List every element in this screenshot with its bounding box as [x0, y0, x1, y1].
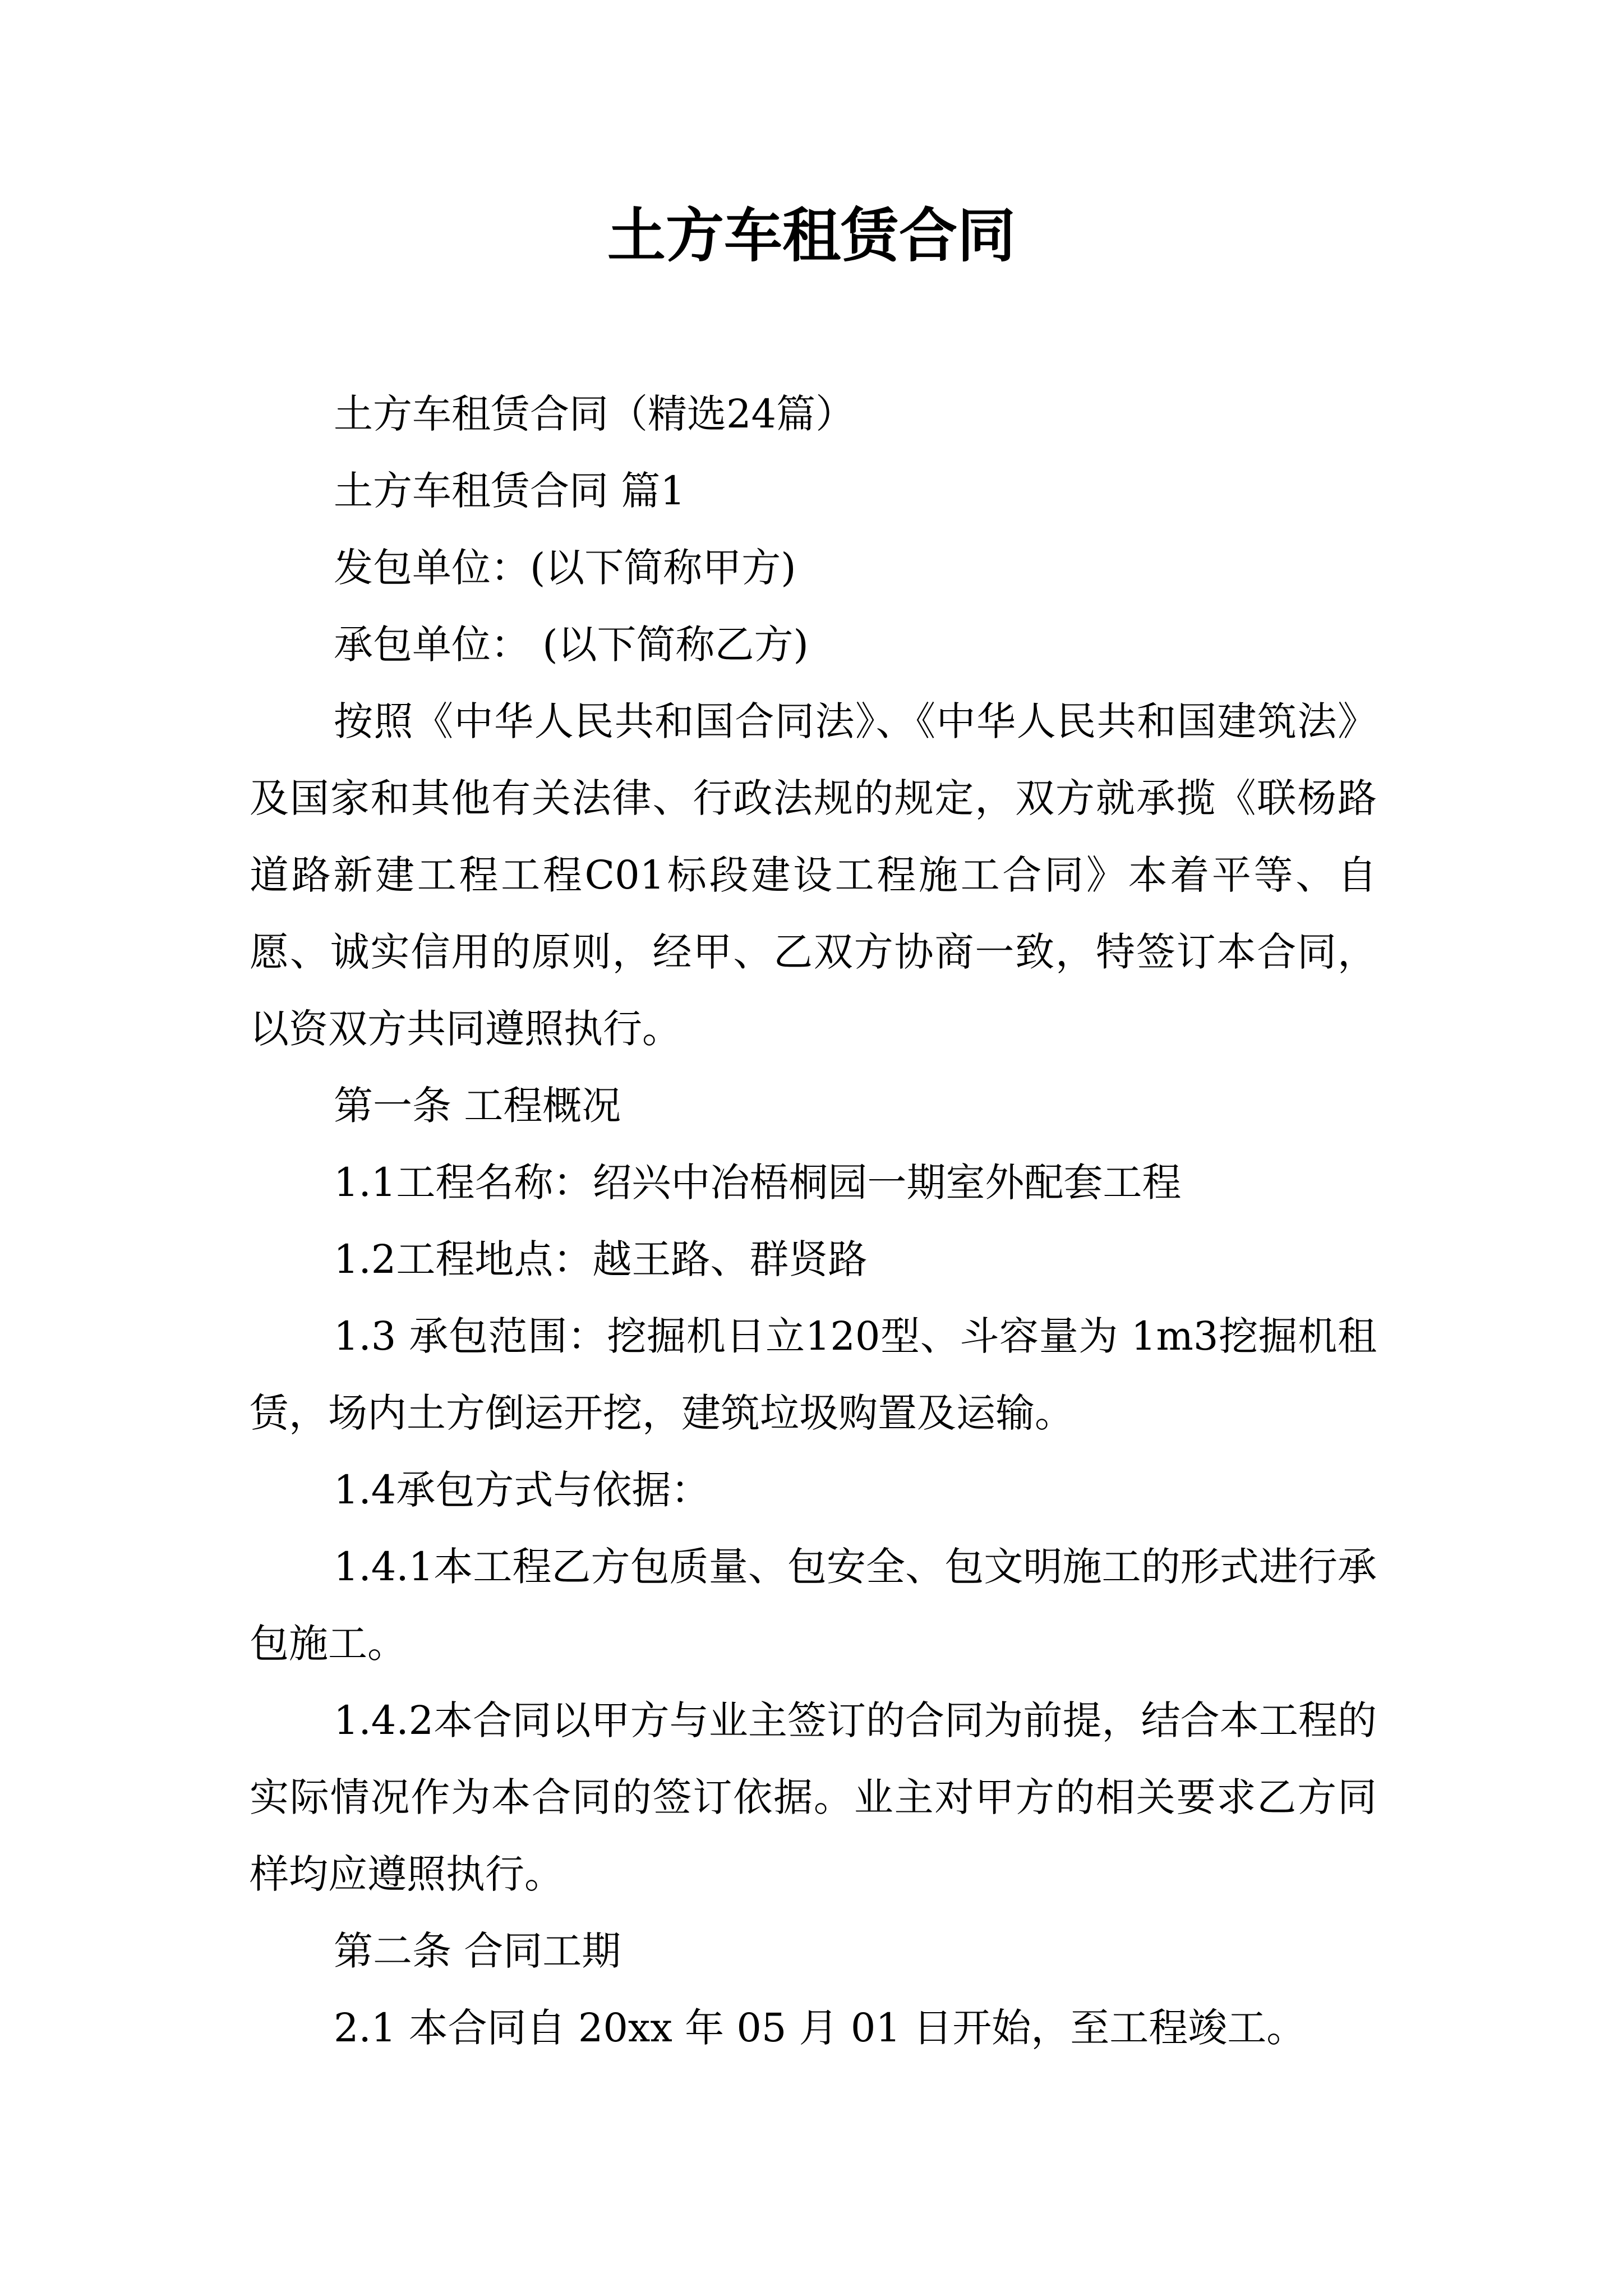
document-title: 土方车租赁合同 [607, 201, 1016, 270]
paragraph: 1.2工程地点：越王路、群贤路 [334, 1236, 868, 1282]
paragraph: 2.1 本合同自 20xx 年 05 月 01 日开始，至工程竣工。 [334, 2005, 1306, 2051]
paragraph: 1.3 承包范围：挖掘机日立120型、斗容量为 1m3挖掘机租赁，场内土方倒运开挖，建筑垃圾购置及运输。 [250, 1313, 1377, 1436]
paragraph: 按照《中华人民共和国合同法》、《中华人民共和国建筑法》及国家和其他有关法律、行政法规的规定，双方就承揽《联杨路道路新建工程工程C01标段建设工程施工合同》本着平等、自愿、诚实信用的原则，经甲、乙双方协商一致，特签订本合同，以资双方共同遵照执行。 [250, 698, 1377, 1052]
paragraph: 土方车租赁合同 篇1 [334, 468, 685, 514]
section-heading: 第二条 合同工期 [334, 1928, 621, 1974]
paragraph: 1.4承包方式与依据： [334, 1467, 711, 1513]
document-body [250, 376, 1377, 2067]
paragraph: 1.4.1本工程乙方包质量、包安全、包文明施工的形式进行承包施工。 [250, 1544, 1377, 1667]
paragraph: 发包单位：(以下简称甲方) [334, 545, 796, 591]
paragraph: 1.4.2本合同以甲方与业主签订的合同为前提，结合本工程的实际情况作为本合同的签订依据。业主对甲方的相关要求乙方同样均应遵照执行。 [250, 1697, 1377, 1897]
paragraph: 1.1工程名称：绍兴中冶梧桐园一期室外配套工程 [334, 1159, 1182, 1205]
paragraph: 承包单位： (以下简称乙方) [334, 622, 809, 668]
section-heading: 第一条 工程概况 [334, 1083, 621, 1129]
paragraph: 土方车租赁合同（精选24篇） [334, 391, 855, 437]
